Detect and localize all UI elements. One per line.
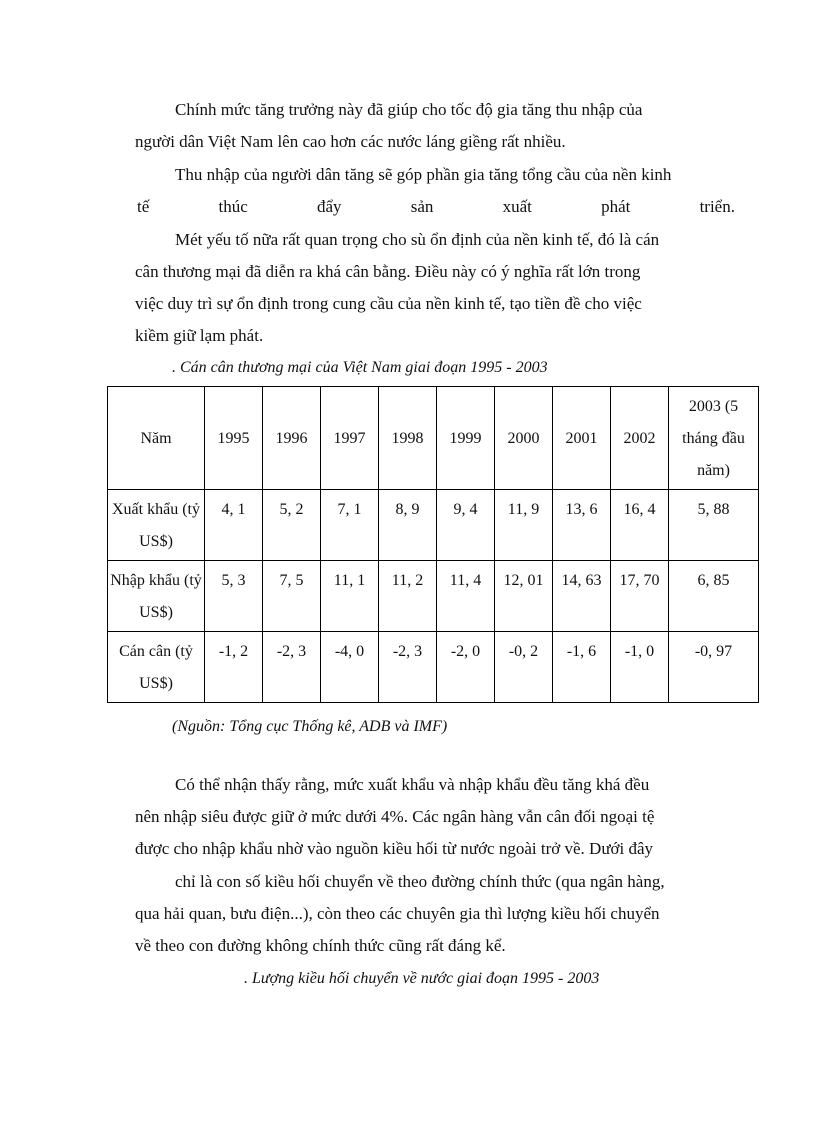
table-cell: 5, 3 (205, 561, 263, 632)
table-cell: 11, 4 (437, 561, 495, 632)
table-cell: -0, 97 (669, 632, 759, 703)
paragraph-1-line-2: người dân Việt Nam lên cao hơn các nước láng giềng rất nhiều. (135, 132, 566, 151)
header-cell: 1995 (205, 387, 263, 490)
second-caption: . Lượng kiều hối chuyển về nước giai đoạn 1995 - 2003 (244, 970, 600, 987)
paragraph-3-line-4: kiềm giữ lạm phát. (135, 326, 264, 345)
word: triển. (699, 197, 735, 216)
paragraph-3-line-3: việc duy trì sự ổn định trong cung cầu của nền kinh tế, tạo tiền đề cho việc (135, 294, 642, 313)
table-cell: 8, 9 (379, 490, 437, 561)
table-cell: 9, 4 (437, 490, 495, 561)
table-cell: 14, 63 (553, 561, 611, 632)
header-cell: 1997 (321, 387, 379, 490)
table-cell: 5, 2 (263, 490, 321, 561)
table-cell: 13, 6 (553, 490, 611, 561)
table-cell: 16, 4 (611, 490, 669, 561)
header-cell: 1998 (379, 387, 437, 490)
row-label: Nhập khẩu (tỷ US$) (108, 561, 205, 632)
paragraph-4-line-2: nên nhập siêu được giữ ở mức dưới 4%. Các ngân hàng vẫn cân đối ngoại tệ (135, 807, 655, 826)
word: tế (137, 197, 150, 216)
table-row (108, 632, 759, 703)
table-cell: -2, 3 (379, 632, 437, 703)
word: xuất (502, 197, 532, 216)
table-cell: 7, 1 (321, 490, 379, 561)
table-cell: 17, 70 (611, 561, 669, 632)
table-cell: 6, 85 (669, 561, 759, 632)
source-note: (Nguồn: Tổng cục Thống kê, ADB và IMF) (172, 718, 448, 735)
header-cell: 2001 (553, 387, 611, 490)
header-cell: Năm (108, 387, 205, 490)
word: đẩy (316, 197, 342, 216)
paragraph-2-line-1: Thu nhập của người dân tăng sẽ góp phần gia tăng tổng cầu của nền kinh (175, 165, 672, 184)
header-cell: 1999 (437, 387, 495, 490)
paragraph-4-line-6: về theo con đường không chính thức cũng rất đáng kể. (135, 936, 506, 955)
header-cell: 1996 (263, 387, 321, 490)
paragraph-3-line-2: cân thương mại đã diễn ra khá cân bằng. Điều này có ý nghĩa rất lớn trong (135, 262, 641, 281)
word: thúc (218, 197, 248, 216)
paragraph-4-line-3: được cho nhập khẩu nhờ vào nguồn kiều hối từ nước ngoài trở về. Dưới đây (135, 839, 654, 858)
table-cell: -2, 0 (437, 632, 495, 703)
word: sản (410, 197, 434, 216)
table-cell: -1, 0 (611, 632, 669, 703)
header-cell: 2003 (5 tháng đầu năm) (669, 387, 759, 490)
header-cell: 2002 (611, 387, 669, 490)
table-cell: -1, 6 (553, 632, 611, 703)
table-cell: -1, 2 (205, 632, 263, 703)
row-label: Xuất khẩu (tỷ US$) (108, 490, 205, 561)
table-cell: 11, 2 (379, 561, 437, 632)
table-cell: -0, 2 (495, 632, 553, 703)
paragraph-4-line-1: Có thể nhận thấy rằng, mức xuất khẩu và nhập khẩu đều tăng khá đều (175, 775, 650, 794)
paragraph-4-line-5: qua hải quan, bưu điện...), còn theo các chuyên gia thì lượng kiều hối chuyển (135, 904, 660, 923)
word: phát (601, 197, 631, 216)
table-cell: 11, 1 (321, 561, 379, 632)
table-row (108, 490, 759, 561)
table-header-row (108, 387, 759, 490)
row-label: Cán cân (tỷ US$) (108, 632, 205, 703)
paragraph-2-line-2 (137, 196, 735, 218)
table-cell: -2, 3 (263, 632, 321, 703)
table-row (108, 561, 759, 632)
table-cell: 4, 1 (205, 490, 263, 561)
paragraph-1-line-1: Chính mức tăng trưởng này đã giúp cho tốc độ gia tăng thu nhập của (175, 100, 643, 119)
table-cell: 11, 9 (495, 490, 553, 561)
trade-balance-table (107, 386, 759, 703)
paragraph-3-line-1: Mét yếu tố nữa rất quan trọng cho sù ổn định của nền kinh tế, đó là cán (175, 230, 660, 249)
header-cell: 2000 (495, 387, 553, 490)
table-cell: 7, 5 (263, 561, 321, 632)
table-caption: . Cán cân thương mại của Việt Nam giai đoạn 1995 - 2003 (172, 359, 548, 376)
table-cell: -4, 0 (321, 632, 379, 703)
table-cell: 5, 88 (669, 490, 759, 561)
table-cell: 12, 01 (495, 561, 553, 632)
paragraph-4-line-4: chỉ là con số kiều hối chuyển về theo đường chính thức (qua ngân hàng, (175, 872, 665, 891)
